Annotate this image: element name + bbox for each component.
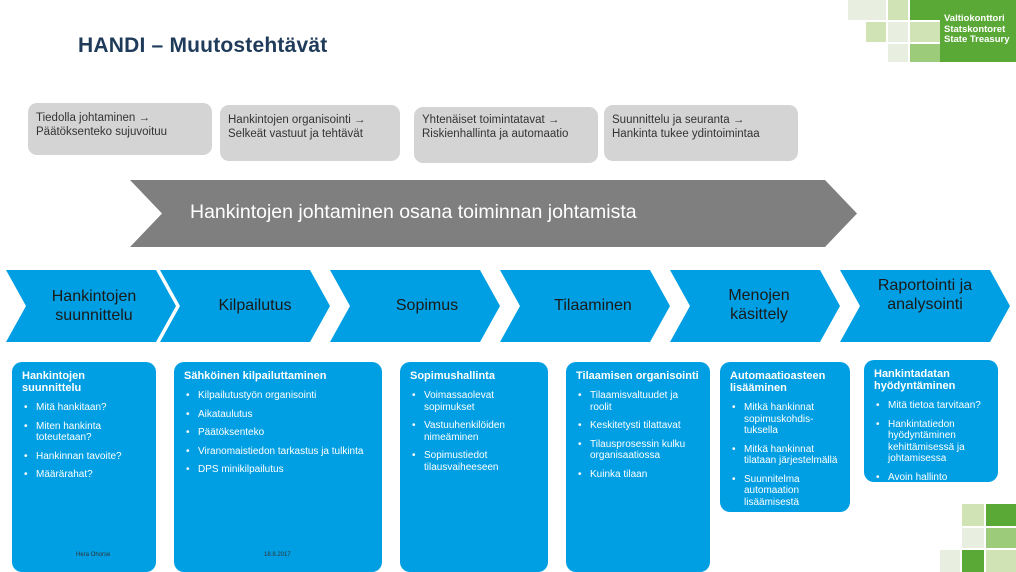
list-item: • Mitkä hankinnat tilataan järjestelmällä (744, 444, 840, 467)
list-item: • Voimassaolevat sopimukset (424, 390, 538, 413)
chevron-label-2: Kilpailutus (218, 297, 292, 314)
list-item: • Suunnitelma automaation lisäämisestä (744, 474, 840, 509)
footer-author: Hera Ohorse (76, 552, 111, 558)
column-box-5 (720, 362, 850, 512)
list-item: • Sopimustiedot tilausvaiheeseen (424, 450, 538, 473)
goal-box-3: Yhtenäiset toimintatavat → Riskienhallinta ja automaatio (414, 107, 598, 163)
list-item: • Päätöksenteko (198, 427, 372, 439)
list-item: • Viranomaistiedon tarkastus ja tulkinta (198, 446, 372, 458)
column-box-6 (864, 360, 998, 482)
chevron-label-4: Tilaaminen (554, 297, 632, 314)
list-item: • Tilausprosessin kulku organisaatiossa (590, 439, 700, 462)
list-item: • Hankinnan tavoite? (36, 451, 146, 463)
column-heading: Sähköinen kilpailuttaminen (184, 370, 327, 382)
goal-box-1: Tiedolla johtaminen → Päätöksenteko sujuvoituu (28, 103, 212, 155)
goal-box-2: Hankintojen organisointi → Selkeät vastuut ja tehtävät (220, 105, 400, 161)
banner-text: Hankintojen johtaminen osana toiminnan johtamista (190, 201, 637, 223)
column-heading: Hankintojen suunnittelu (22, 370, 85, 394)
list-item: • Aikataulutus (198, 409, 372, 421)
list-item: • Vastuuhenkilöiden nimeäminen (424, 420, 538, 443)
column-box-1 (12, 362, 156, 572)
column-box-3 (400, 362, 548, 572)
chevron-label-5: Menojen käsittely (728, 287, 790, 323)
column-heading: Hankintadatan hyödyntäminen (874, 368, 956, 392)
list-item: • Määrärahat? (36, 469, 146, 481)
list-item: • DPS minikilpailutus (198, 464, 372, 476)
list-item: • Mitkä hankinnat sopimuskohdis-tuksella (744, 402, 840, 437)
list-item: • Mitä hankitaan? (36, 402, 146, 414)
goal-box-4: Suunnittelu ja seuranta → Hankinta tukee ydintoimintaa (604, 105, 798, 161)
chevron-label-3: Sopimus (395, 297, 459, 314)
list-item: • Avoin hallinto (888, 472, 988, 484)
list-item: • Miten hankinta toteutetaan? (36, 421, 146, 444)
list-item: • Mitä tietoa tarvitaan? (888, 400, 988, 412)
chevron-label-1: Hankintojen suunnittelu (51, 288, 137, 324)
list-item: • Kuinka tilaan (590, 469, 700, 481)
column-heading: Automaatioasteen lisääminen (730, 370, 826, 394)
logo-text: Valtiokonttori Statskontoret State Treasury (944, 13, 1010, 45)
list-item: • Kilpailutustyön organisointi (198, 390, 372, 402)
chevron-label-6: Raportointi ja analysointi (877, 277, 973, 313)
footer-date: 18.8.2017 (264, 552, 291, 558)
column-box-2 (174, 362, 382, 572)
column-heading: Tilaamisen organisointi (576, 370, 699, 382)
list-item: • Keskitetysti tilattavat (590, 420, 700, 432)
list-item: • Tilaamisvaltuudet ja roolit (590, 390, 700, 413)
column-box-4 (566, 362, 710, 572)
list-item: • Hankintatiedon hyödyntäminen kehittämisessä ja johtamisessa (888, 419, 988, 465)
page-title: HANDI – Muutostehtävät (78, 34, 328, 57)
column-heading: Sopimushallinta (410, 370, 495, 382)
